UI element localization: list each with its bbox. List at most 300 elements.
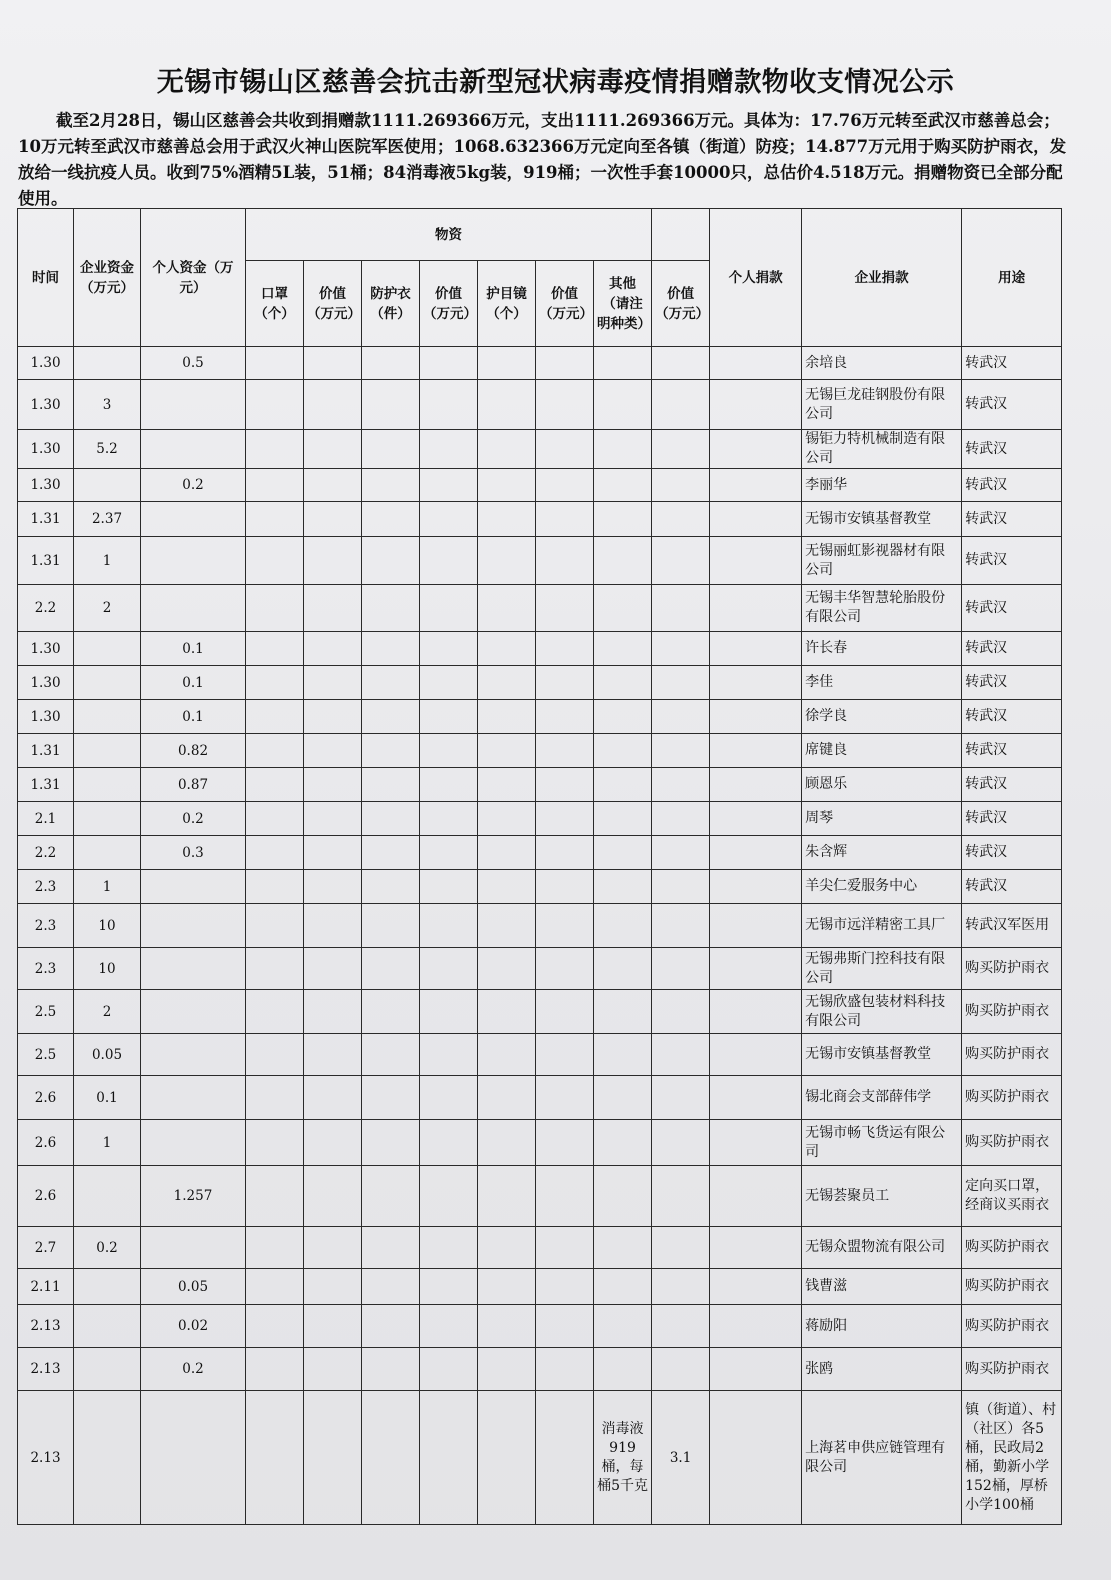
cell-protective-suit [362, 768, 420, 802]
cell-value-1 [304, 870, 362, 904]
cell-value-2 [420, 666, 478, 700]
cell-value-2 [420, 990, 478, 1034]
cell-time: 2.2 [18, 585, 74, 632]
cell-corp-donor: 钱曹滋 [802, 1269, 962, 1305]
cell-time: 2.13 [18, 1348, 74, 1391]
cell-usage: 购买防护雨衣 [962, 1348, 1062, 1391]
cell-mask [246, 904, 304, 948]
cell-goggles [478, 632, 536, 666]
cell-value-2 [420, 430, 478, 469]
cell-value-2 [420, 1120, 478, 1166]
cell-personal-fund: 1.257 [141, 1166, 246, 1227]
cell-protective-suit [362, 948, 420, 990]
cell-value-4 [652, 734, 710, 768]
cell-goggles [478, 585, 536, 632]
cell-usage: 购买防护雨衣 [962, 1076, 1062, 1120]
cell-value-3 [536, 1227, 594, 1269]
cell-value-3 [536, 585, 594, 632]
cell-other [594, 870, 652, 904]
cell-usage: 购买防护雨衣 [962, 1269, 1062, 1305]
cell-personal-donor [710, 1166, 802, 1227]
cell-goggles [478, 1166, 536, 1227]
cell-corp-fund: 5.2 [74, 430, 141, 469]
cell-personal-donor [710, 380, 802, 430]
cell-time: 1.30 [18, 347, 74, 380]
cell-value-3 [536, 1076, 594, 1120]
cell-value-4 [652, 537, 710, 585]
cell-value-2 [420, 700, 478, 734]
cell-other [594, 347, 652, 380]
header-other: 其他（请注明种类） [594, 261, 652, 347]
cell-value-3 [536, 666, 594, 700]
cell-value-2 [420, 1076, 478, 1120]
cell-value-4 [652, 948, 710, 990]
cell-corp-donor: 无锡市安镇基督教堂 [802, 1034, 962, 1076]
cell-value-1 [304, 990, 362, 1034]
cell-mask [246, 380, 304, 430]
table-row [18, 1034, 1062, 1076]
cell-value-4: 3.1 [652, 1391, 710, 1525]
cell-usage: 购买防护雨衣 [962, 1305, 1062, 1348]
cell-goggles [478, 1227, 536, 1269]
cell-corp-donor: 无锡众盟物流有限公司 [802, 1227, 962, 1269]
cell-usage: 购买防护雨衣 [962, 1120, 1062, 1166]
cell-personal-donor [710, 1391, 802, 1525]
cell-goggles [478, 734, 536, 768]
table-row [18, 802, 1062, 836]
cell-value-4 [652, 632, 710, 666]
cell-protective-suit [362, 870, 420, 904]
table-row [18, 1305, 1062, 1348]
table-row [18, 537, 1062, 585]
header-value-3: 价值（万元） [536, 261, 594, 347]
cell-protective-suit [362, 904, 420, 948]
cell-personal-donor [710, 1269, 802, 1305]
cell-value-3 [536, 990, 594, 1034]
cell-time: 2.6 [18, 1120, 74, 1166]
cell-other [594, 537, 652, 585]
cell-corp-fund [74, 1166, 141, 1227]
cell-protective-suit [362, 430, 420, 469]
cell-other [594, 1120, 652, 1166]
cell-value-4 [652, 1269, 710, 1305]
cell-value-3 [536, 502, 594, 537]
intro-paragraph: 截至2月28日，锡山区慈善会共收到捐赠款1111.269366万元，支出1111.269366万元。具体为：17.76万元转至武汉市慈善总会；10万元转至武汉市慈善总会用于武汉火神山医院军医使用；1068.632366万元定向至各镇（街道）防疫；14.877万元用于购买防护雨衣，发放给一线抗疫人员。收到75%酒精5L装，51桶；84消毒液5kg装，919桶；一次性手套10000只，总估价4.518万元。捐赠物资已全部分配使用。 [18, 111, 1067, 208]
cell-other [594, 1076, 652, 1120]
cell-corp-fund: 0.2 [74, 1227, 141, 1269]
cell-mask [246, 1227, 304, 1269]
cell-value-3 [536, 870, 594, 904]
cell-protective-suit [362, 666, 420, 700]
cell-usage: 定向买口罩，经商议买雨衣 [962, 1166, 1062, 1227]
cell-goggles [478, 1076, 536, 1120]
cell-mask [246, 1076, 304, 1120]
cell-personal-fund [141, 990, 246, 1034]
cell-mask [246, 700, 304, 734]
cell-corp-fund: 10 [74, 904, 141, 948]
header-personal-fund: 个人资金（万元） [141, 209, 246, 347]
cell-mask [246, 632, 304, 666]
cell-value-1 [304, 1034, 362, 1076]
cell-personal-donor [710, 948, 802, 990]
cell-usage: 转武汉 [962, 537, 1062, 585]
header-goods: 物资 [246, 209, 652, 261]
cell-personal-fund: 0.1 [141, 700, 246, 734]
cell-usage: 转武汉 [962, 347, 1062, 380]
table-row [18, 1166, 1062, 1227]
cell-mask [246, 1348, 304, 1391]
header-protective-suit: 防护衣（件） [362, 261, 420, 347]
header-goggles: 护目镜（个） [478, 261, 536, 347]
cell-personal-fund [141, 870, 246, 904]
cell-time: 1.31 [18, 734, 74, 768]
cell-corp-donor: 余培良 [802, 347, 962, 380]
cell-corp-donor: 无锡荟聚员工 [802, 1166, 962, 1227]
cell-corp-fund [74, 768, 141, 802]
cell-goggles [478, 904, 536, 948]
cell-value-3 [536, 1348, 594, 1391]
cell-time: 2.6 [18, 1076, 74, 1120]
cell-protective-suit [362, 700, 420, 734]
table-row [18, 585, 1062, 632]
cell-mask [246, 734, 304, 768]
cell-corp-fund [74, 666, 141, 700]
cell-protective-suit [362, 734, 420, 768]
cell-time: 2.3 [18, 948, 74, 990]
cell-goggles [478, 1034, 536, 1076]
cell-mask [246, 1391, 304, 1525]
header-corp-fund: 企业资金（万元） [74, 209, 141, 347]
cell-corp-fund: 3 [74, 380, 141, 430]
cell-corp-donor: 无锡丰华智慧轮胎股份有限公司 [802, 585, 962, 632]
cell-other [594, 1227, 652, 1269]
cell-goggles [478, 1305, 536, 1348]
cell-value-2 [420, 836, 478, 870]
cell-mask [246, 347, 304, 380]
cell-corp-fund: 0.05 [74, 1034, 141, 1076]
cell-value-1 [304, 836, 362, 870]
cell-value-1 [304, 502, 362, 537]
cell-usage: 转武汉 [962, 666, 1062, 700]
cell-value-3 [536, 700, 594, 734]
cell-value-3 [536, 430, 594, 469]
cell-personal-donor [710, 904, 802, 948]
cell-value-1 [304, 1391, 362, 1525]
cell-value-4 [652, 347, 710, 380]
cell-time: 1.31 [18, 537, 74, 585]
cell-value-1 [304, 632, 362, 666]
cell-mask [246, 666, 304, 700]
cell-value-1 [304, 1227, 362, 1269]
cell-personal-donor [710, 802, 802, 836]
cell-corp-donor: 周琴 [802, 802, 962, 836]
cell-value-4 [652, 700, 710, 734]
cell-protective-suit [362, 1348, 420, 1391]
cell-personal-fund [141, 1120, 246, 1166]
cell-corp-donor: 锡钜力特机械制造有限公司 [802, 430, 962, 469]
cell-personal-fund: 0.02 [141, 1305, 246, 1348]
cell-value-4 [652, 469, 710, 502]
cell-value-1 [304, 948, 362, 990]
cell-value-3 [536, 1391, 594, 1525]
table-row [18, 502, 1062, 537]
cell-corp-donor: 上海茗申供应链管理有限公司 [802, 1391, 962, 1525]
cell-personal-donor [710, 870, 802, 904]
cell-other [594, 469, 652, 502]
cell-corp-fund: 0.1 [74, 1076, 141, 1120]
cell-time: 1.31 [18, 502, 74, 537]
cell-corp-donor: 徐学良 [802, 700, 962, 734]
cell-protective-suit [362, 347, 420, 380]
cell-value-3 [536, 1305, 594, 1348]
cell-mask [246, 537, 304, 585]
cell-time: 1.30 [18, 430, 74, 469]
header-value-4: 价值（万元） [652, 261, 710, 347]
cell-value-1 [304, 585, 362, 632]
cell-value-1 [304, 1348, 362, 1391]
cell-goggles [478, 802, 536, 836]
cell-value-1 [304, 904, 362, 948]
cell-time: 1.30 [18, 469, 74, 502]
cell-corp-fund: 2 [74, 585, 141, 632]
cell-value-2 [420, 1391, 478, 1525]
cell-usage: 镇（街道）、村（社区）各5桶，民政局2桶，勤新小学152桶，厚桥小学100桶 [962, 1391, 1062, 1525]
cell-protective-suit [362, 1269, 420, 1305]
header-personal-donor: 个人捐款 [710, 209, 802, 347]
cell-personal-fund [141, 904, 246, 948]
cell-usage: 购买防护雨衣 [962, 948, 1062, 990]
cell-value-1 [304, 768, 362, 802]
cell-corp-fund [74, 700, 141, 734]
cell-mask [246, 1305, 304, 1348]
cell-value-1 [304, 1120, 362, 1166]
cell-other [594, 380, 652, 430]
cell-value-4 [652, 585, 710, 632]
cell-protective-suit [362, 469, 420, 502]
cell-value-4 [652, 1348, 710, 1391]
cell-other [594, 990, 652, 1034]
cell-goggles [478, 1269, 536, 1305]
cell-corp-donor: 席键良 [802, 734, 962, 768]
cell-protective-suit [362, 1034, 420, 1076]
cell-value-2 [420, 768, 478, 802]
cell-value-1 [304, 700, 362, 734]
cell-personal-donor [710, 734, 802, 768]
cell-corp-donor: 无锡市畅飞货运有限公司 [802, 1120, 962, 1166]
cell-personal-fund: 0.05 [141, 1269, 246, 1305]
cell-mask [246, 768, 304, 802]
cell-corp-fund [74, 469, 141, 502]
cell-corp-donor: 李丽华 [802, 469, 962, 502]
cell-personal-fund [141, 430, 246, 469]
cell-personal-donor [710, 502, 802, 537]
cell-other [594, 1166, 652, 1227]
cell-personal-donor [710, 469, 802, 502]
cell-value-1 [304, 347, 362, 380]
cell-value-4 [652, 1305, 710, 1348]
cell-other [594, 585, 652, 632]
cell-personal-fund: 0.87 [141, 768, 246, 802]
table-row [18, 990, 1062, 1034]
cell-value-2 [420, 537, 478, 585]
cell-personal-donor [710, 700, 802, 734]
cell-personal-donor [710, 768, 802, 802]
cell-mask [246, 1120, 304, 1166]
cell-corp-fund: 1 [74, 1120, 141, 1166]
cell-value-3 [536, 1120, 594, 1166]
cell-usage: 转武汉 [962, 836, 1062, 870]
cell-mask [246, 836, 304, 870]
cell-corp-donor: 张鸥 [802, 1348, 962, 1391]
cell-usage: 转武汉 [962, 632, 1062, 666]
cell-personal-fund [141, 1034, 246, 1076]
cell-other [594, 430, 652, 469]
cell-time: 2.11 [18, 1269, 74, 1305]
cell-mask [246, 502, 304, 537]
cell-value-3 [536, 1166, 594, 1227]
cell-mask [246, 990, 304, 1034]
cell-time: 2.3 [18, 870, 74, 904]
cell-value-2 [420, 347, 478, 380]
cell-corp-donor: 无锡市安镇基督教堂 [802, 502, 962, 537]
cell-value-4 [652, 1166, 710, 1227]
cell-personal-fund: 0.2 [141, 802, 246, 836]
cell-personal-fund: 0.82 [141, 734, 246, 768]
cell-value-3 [536, 469, 594, 502]
cell-time: 2.13 [18, 1391, 74, 1525]
cell-protective-suit [362, 380, 420, 430]
cell-value-1 [304, 1305, 362, 1348]
cell-corp-fund [74, 836, 141, 870]
cell-value-4 [652, 990, 710, 1034]
cell-personal-fund: 0.3 [141, 836, 246, 870]
cell-personal-donor [710, 585, 802, 632]
header-value-1: 价值（万元） [304, 261, 362, 347]
cell-usage: 转武汉 [962, 870, 1062, 904]
cell-value-4 [652, 802, 710, 836]
cell-personal-donor [710, 666, 802, 700]
cell-goggles [478, 537, 536, 585]
cell-value-1 [304, 734, 362, 768]
cell-personal-donor [710, 1305, 802, 1348]
cell-protective-suit [362, 802, 420, 836]
cell-time: 1.30 [18, 632, 74, 666]
cell-other [594, 502, 652, 537]
cell-value-1 [304, 537, 362, 585]
cell-corp-donor: 许长春 [802, 632, 962, 666]
table-row [18, 1348, 1062, 1391]
cell-corp-fund [74, 1348, 141, 1391]
cell-value-2 [420, 734, 478, 768]
cell-value-3 [536, 836, 594, 870]
cell-goggles [478, 347, 536, 380]
cell-corp-fund: 2 [74, 990, 141, 1034]
cell-goggles [478, 768, 536, 802]
cell-corp-fund: 2.37 [74, 502, 141, 537]
cell-mask [246, 1269, 304, 1305]
cell-corp-fund [74, 632, 141, 666]
cell-usage: 转武汉 [962, 502, 1062, 537]
cell-corp-donor: 朱含辉 [802, 836, 962, 870]
donation-table [17, 208, 1062, 1525]
table-row [18, 836, 1062, 870]
cell-corp-donor: 锡北商会支部薛伟学 [802, 1076, 962, 1120]
cell-personal-fund [141, 1076, 246, 1120]
cell-time: 2.5 [18, 990, 74, 1034]
table-row [18, 1120, 1062, 1166]
cell-usage: 转武汉 [962, 700, 1062, 734]
cell-goggles [478, 948, 536, 990]
cell-goggles [478, 380, 536, 430]
cell-value-4 [652, 768, 710, 802]
cell-value-4 [652, 904, 710, 948]
cell-value-2 [420, 1034, 478, 1076]
cell-time: 2.13 [18, 1305, 74, 1348]
table-row [18, 1391, 1062, 1525]
cell-protective-suit [362, 1120, 420, 1166]
cell-usage: 购买防护雨衣 [962, 990, 1062, 1034]
table-row [18, 1076, 1062, 1120]
cell-time: 1.31 [18, 768, 74, 802]
cell-goggles [478, 1348, 536, 1391]
cell-usage: 转武汉 [962, 430, 1062, 469]
cell-value-1 [304, 430, 362, 469]
cell-value-4 [652, 1034, 710, 1076]
cell-value-2 [420, 585, 478, 632]
table-row [18, 380, 1062, 430]
cell-protective-suit [362, 1391, 420, 1525]
cell-time: 1.30 [18, 666, 74, 700]
cell-goggles [478, 1120, 536, 1166]
cell-personal-donor [710, 836, 802, 870]
cell-protective-suit [362, 990, 420, 1034]
cell-value-3 [536, 1269, 594, 1305]
cell-other [594, 1269, 652, 1305]
page-title: 无锡市锡山区慈善会抗击新型冠状病毒疫情捐赠款物收支情况公示 [156, 67, 955, 98]
table-row [18, 948, 1062, 990]
table-row [18, 734, 1062, 768]
cell-personal-fund: 0.5 [141, 347, 246, 380]
cell-value-1 [304, 666, 362, 700]
cell-other [594, 948, 652, 990]
cell-time: 2.6 [18, 1166, 74, 1227]
cell-personal-donor [710, 1227, 802, 1269]
cell-value-2 [420, 1348, 478, 1391]
cell-other [594, 734, 652, 768]
cell-value-3 [536, 537, 594, 585]
cell-value-4 [652, 1076, 710, 1120]
cell-other [594, 632, 652, 666]
cell-mask [246, 1166, 304, 1227]
cell-mask [246, 948, 304, 990]
cell-mask [246, 585, 304, 632]
cell-personal-fund: 0.2 [141, 469, 246, 502]
cell-value-1 [304, 802, 362, 836]
cell-value-2 [420, 632, 478, 666]
table-row [18, 469, 1062, 502]
cell-goggles [478, 700, 536, 734]
cell-value-2 [420, 1166, 478, 1227]
cell-personal-fund [141, 1227, 246, 1269]
cell-value-3 [536, 632, 594, 666]
cell-corp-fund [74, 1391, 141, 1525]
cell-personal-fund: 0.1 [141, 632, 246, 666]
cell-other [594, 802, 652, 836]
cell-value-2 [420, 870, 478, 904]
cell-time: 2.2 [18, 836, 74, 870]
cell-protective-suit [362, 537, 420, 585]
table-row [18, 347, 1062, 380]
